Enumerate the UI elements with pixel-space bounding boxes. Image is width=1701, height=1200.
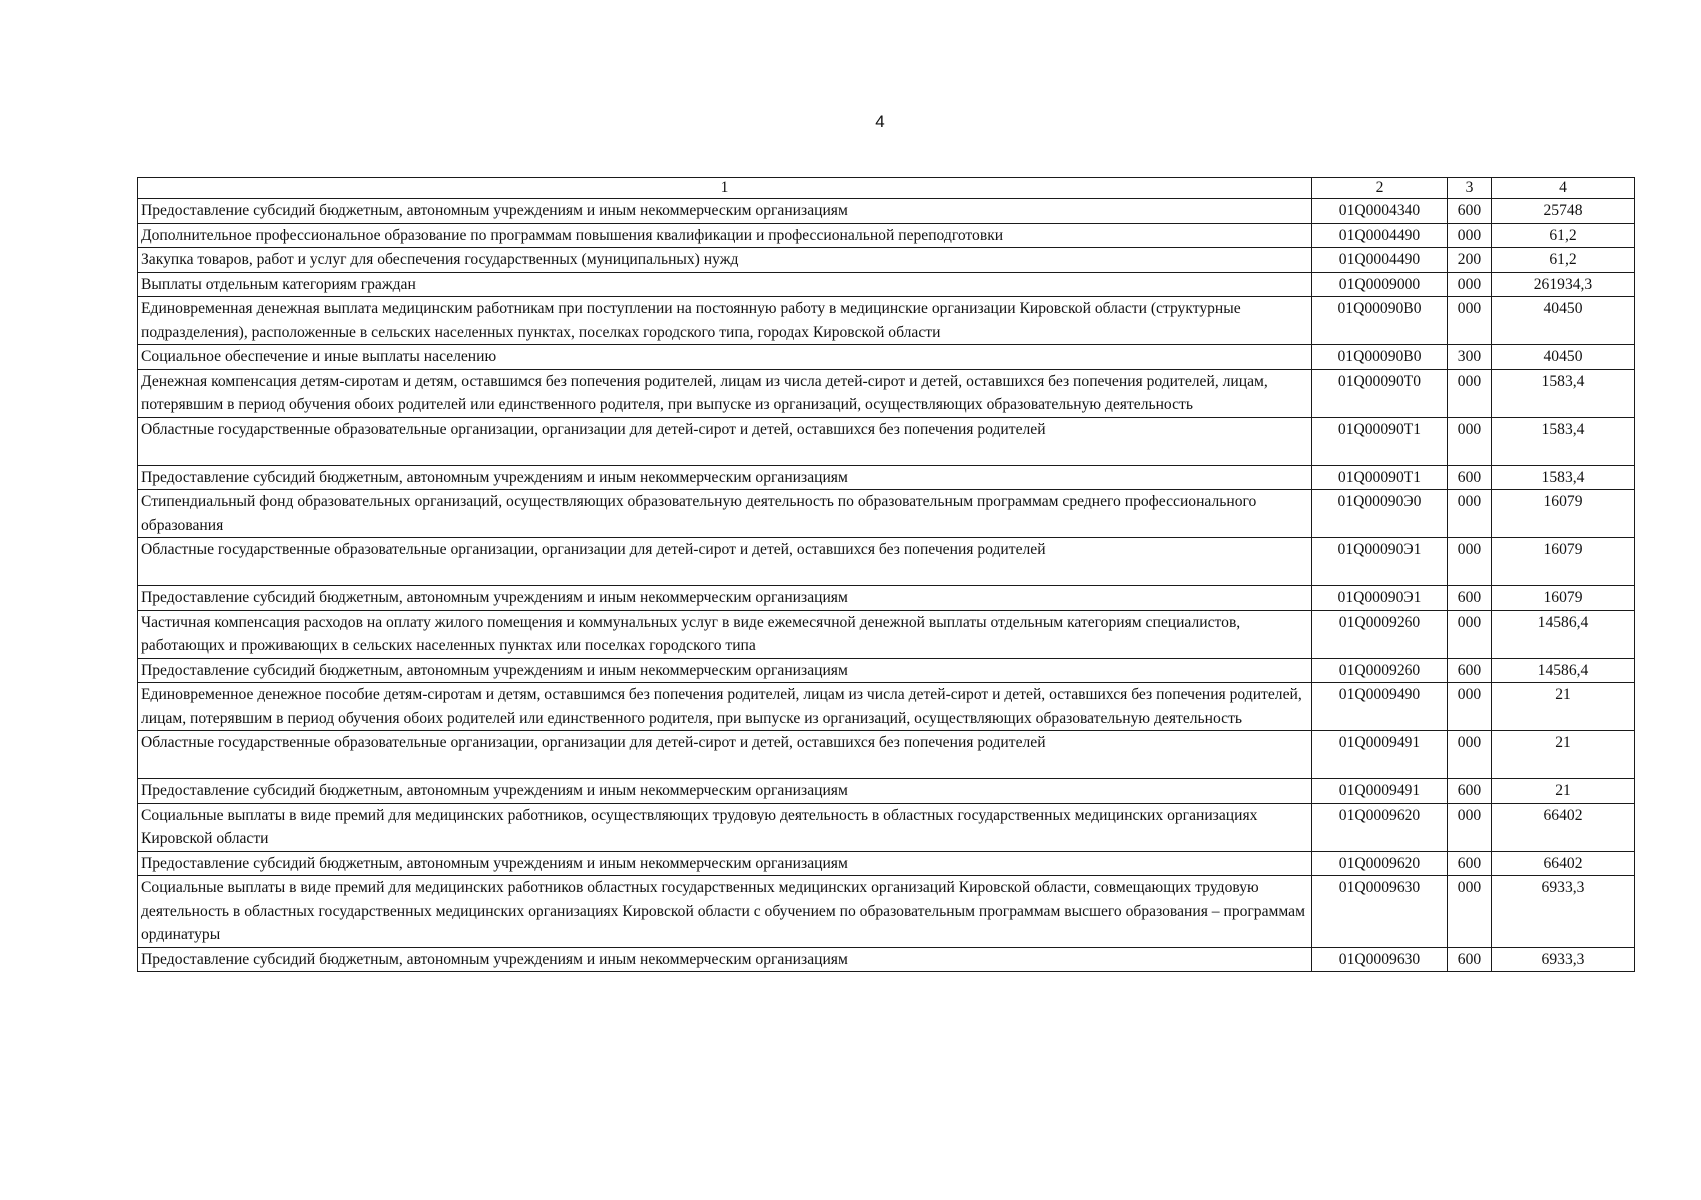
row-kind: 000 [1448,731,1492,779]
table-row [138,223,1635,248]
row-amount: 1583,4 [1492,465,1635,490]
row-kind: 000 [1448,876,1492,948]
row-kind: 000 [1448,610,1492,658]
table-row [138,947,1635,972]
row-name: Областные государственные образовательные организации, организации для детей-сирот и детей, оставшихся без попечения родителей [138,731,1312,779]
table-row [138,586,1635,611]
row-amount: 14586,4 [1492,658,1635,683]
header-col-4: 4 [1492,178,1635,199]
row-kind: 000 [1448,683,1492,731]
row-amount: 1583,4 [1492,369,1635,417]
table-row [138,803,1635,851]
page-number: 4 [875,112,885,131]
table-row [138,272,1635,297]
row-code: 01Q00090В0 [1312,345,1448,370]
header-col-3: 3 [1448,178,1492,199]
row-kind: 600 [1448,779,1492,804]
row-amount: 66402 [1492,851,1635,876]
row-name: Единовременное денежное пособие детям-сиротам и детям, оставшимся без попечения родителей, лицам из числа детей-сирот и детей, оставшихся без попечения родителей, лицам, потерявшим в период обучения обоих родителей или единственного родителя, при выпуске из организаций, осуществляющих образовательную деятельность [138,683,1312,731]
row-kind: 600 [1448,658,1492,683]
row-code: 01Q0009260 [1312,610,1448,658]
row-amount: 6933,3 [1492,947,1635,972]
row-code: 01Q0009620 [1312,803,1448,851]
row-kind: 000 [1448,417,1492,465]
row-kind: 600 [1448,199,1492,224]
row-name: Предоставление субсидий бюджетным, автономным учреждениям и иным некоммерческим организациям [138,947,1312,972]
row-name: Социальное обеспечение и иные выплаты населению [138,345,1312,370]
table-row [138,417,1635,465]
row-amount: 16079 [1492,490,1635,538]
row-amount: 40450 [1492,297,1635,345]
row-code: 01Q0009491 [1312,779,1448,804]
row-amount: 61,2 [1492,248,1635,273]
header-row [138,178,1635,199]
row-name: Денежная компенсация детям-сиротам и детям, оставшимся без попечения родителей, лицам из числа детей-сирот и детей, оставшихся без попечения родителей, лицам, потерявшим в период обучения обоих родителей или единственного родителя, при выпуске из организаций, осуществляющих образовательную деятельность [138,369,1312,417]
table-row [138,297,1635,345]
row-amount: 16079 [1492,586,1635,611]
row-amount: 6933,3 [1492,876,1635,948]
row-kind: 200 [1448,248,1492,273]
row-kind: 300 [1448,345,1492,370]
row-code: 01Q0009630 [1312,876,1448,948]
row-kind: 600 [1448,465,1492,490]
table-row [138,248,1635,273]
row-code: 01Q00090Т1 [1312,417,1448,465]
row-code: 01Q0009000 [1312,272,1448,297]
table-row [138,731,1635,779]
row-amount: 21 [1492,731,1635,779]
row-amount: 61,2 [1492,223,1635,248]
row-amount: 16079 [1492,538,1635,586]
row-code: 01Q0009490 [1312,683,1448,731]
table-row [138,369,1635,417]
row-amount: 66402 [1492,803,1635,851]
row-code: 01Q00090Э0 [1312,490,1448,538]
row-kind: 600 [1448,851,1492,876]
row-code: 01Q00090Т0 [1312,369,1448,417]
row-name: Предоставление субсидий бюджетным, автономным учреждениям и иным некоммерческим организациям [138,465,1312,490]
table-row [138,538,1635,586]
row-name: Стипендиальный фонд образовательных организаций, осуществляющих образовательную деятельность по образовательным программам среднего профессионального образования [138,490,1312,538]
row-amount: 25748 [1492,199,1635,224]
row-name: Социальные выплаты в виде премий для медицинских работников, осуществляющих трудовую деятельность в областных государственных медицинских организациях Кировской области [138,803,1312,851]
table-row [138,199,1635,224]
row-name: Областные государственные образовательные организации, организации для детей-сирот и детей, оставшихся без попечения родителей [138,538,1312,586]
row-amount: 261934,3 [1492,272,1635,297]
row-name: Социальные выплаты в виде премий для медицинских работников областных государственных медицинских организаций Кировской области, совмещающих трудовую деятельность в областных государственных медицинских организациях Кировской области с обучением по образовательным программам высшего образования – программам ординатуры [138,876,1312,948]
row-name: Предоставление субсидий бюджетным, автономным учреждениям и иным некоммерческим организациям [138,586,1312,611]
row-code: 01Q0009620 [1312,851,1448,876]
header-col-2: 2 [1312,178,1448,199]
row-code: 01Q00090В0 [1312,297,1448,345]
row-code: 01Q00090Э1 [1312,586,1448,611]
row-kind: 000 [1448,272,1492,297]
table-row [138,851,1635,876]
row-kind: 000 [1448,490,1492,538]
table-row [138,345,1635,370]
row-name: Дополнительное профессиональное образование по программам повышения квалификации и профессиональной переподготовки [138,223,1312,248]
budget-table [137,177,1635,972]
table-row [138,683,1635,731]
row-kind: 600 [1448,586,1492,611]
row-code: 01Q0004490 [1312,248,1448,273]
row-name: Предоставление субсидий бюджетным, автономным учреждениям и иным некоммерческим организациям [138,779,1312,804]
row-code: 01Q00090Э1 [1312,538,1448,586]
row-name: Единовременная денежная выплата медицинским работникам при поступлении на постоянную работу в медицинские организации Кировской области (структурные подразделения), расположенные в сельских населенных пунктах, поселках городского типа, городах Кировской области [138,297,1312,345]
row-kind: 000 [1448,297,1492,345]
row-code: 01Q0009260 [1312,658,1448,683]
row-code: 01Q0004340 [1312,199,1448,224]
table-row [138,876,1635,948]
row-name: Выплаты отдельным категориям граждан [138,272,1312,297]
row-name: Предоставление субсидий бюджетным, автономным учреждениям и иным некоммерческим организациям [138,658,1312,683]
row-name: Предоставление субсидий бюджетным, автономным учреждениям и иным некоммерческим организациям [138,199,1312,224]
row-amount: 14586,4 [1492,610,1635,658]
row-kind: 000 [1448,538,1492,586]
row-code: 01Q0009630 [1312,947,1448,972]
row-kind: 000 [1448,223,1492,248]
row-kind: 000 [1448,369,1492,417]
row-name: Предоставление субсидий бюджетным, автономным учреждениям и иным некоммерческим организациям [138,851,1312,876]
row-code: 01Q00090Т1 [1312,465,1448,490]
row-amount: 40450 [1492,345,1635,370]
row-amount: 21 [1492,683,1635,731]
row-kind: 600 [1448,947,1492,972]
row-code: 01Q0004490 [1312,223,1448,248]
row-amount: 1583,4 [1492,417,1635,465]
row-amount: 21 [1492,779,1635,804]
header-col-1: 1 [138,178,1312,199]
row-code: 01Q0009491 [1312,731,1448,779]
row-name: Закупка товаров, работ и услуг для обеспечения государственных (муниципальных) нужд [138,248,1312,273]
row-kind: 000 [1448,803,1492,851]
table-row [138,490,1635,538]
table-row [138,779,1635,804]
row-name: Частичная компенсация расходов на оплату жилого помещения и коммунальных услуг в виде ежемесячной денежной выплаты отдельным категориям специалистов, работающих и проживающих в сельских населенных пунктах или поселках городского типа [138,610,1312,658]
table-row [138,465,1635,490]
table-row [138,658,1635,683]
row-name: Областные государственные образовательные организации, организации для детей-сирот и детей, оставшихся без попечения родителей [138,417,1312,465]
table-row [138,610,1635,658]
